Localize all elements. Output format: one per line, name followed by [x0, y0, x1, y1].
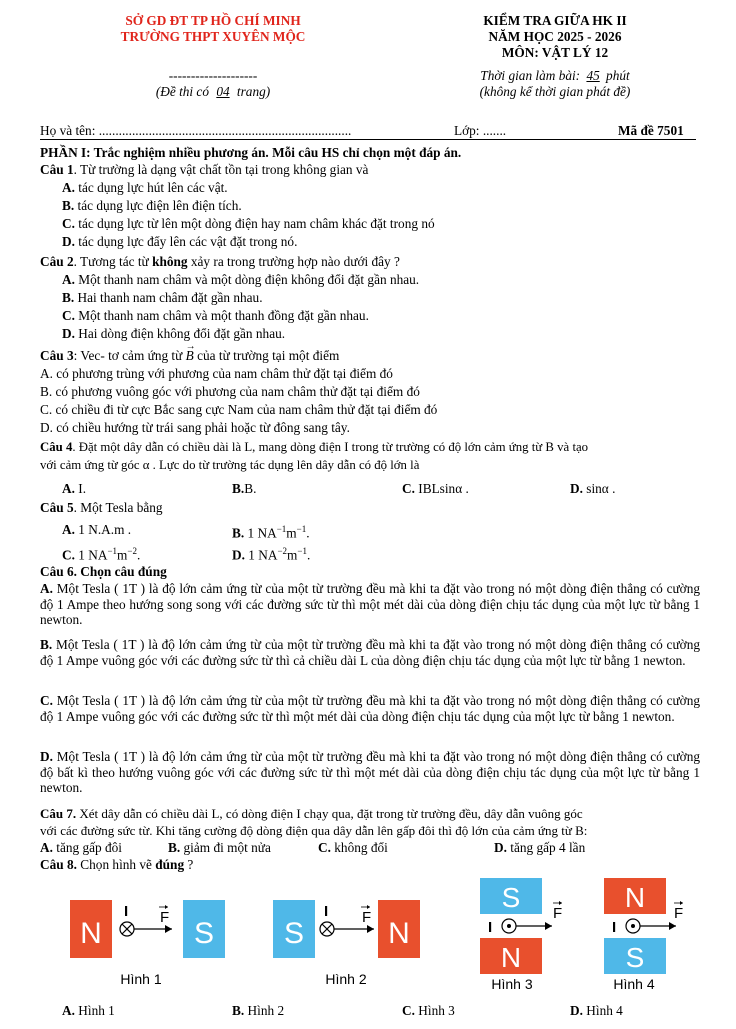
- south-label: S: [193, 917, 215, 950]
- figure-1-caption: Hình 1: [120, 971, 162, 987]
- q5-option-a[interactable]: A. 1 N.A.m .: [62, 522, 132, 537]
- q4-option-c[interactable]: C. IBLsinα .: [402, 481, 469, 496]
- q1-option-c[interactable]: C. tác dụng lực từ lên một dòng điện hay nam châm khác đặt trong nó: [62, 216, 435, 231]
- school-dept: SỞ GD ĐT TP HỒ CHÍ MINH: [125, 13, 301, 28]
- q8-stem: Câu 8. Chọn hình vẽ đúng ?: [40, 857, 194, 872]
- q8-option-c[interactable]: C. Hình 3: [402, 1003, 455, 1018]
- q7-option-d[interactable]: D. tăng gấp 4 lần: [494, 840, 586, 855]
- force-label: F: [674, 905, 684, 922]
- q6-stem: Câu 6. Chọn câu đúng: [40, 564, 167, 579]
- q4-stem-line2: với cảm ứng từ góc α . Lực do từ trường tác dụng lên dây dẫn có độ lớn là: [40, 458, 420, 472]
- q2-stem: Câu 2. Tương tác từ không xảy ra trong trường hợp nào dưới đây ?: [40, 254, 400, 269]
- figure-3-caption: Hình 3: [491, 976, 533, 992]
- figure-3[interactable]: [480, 878, 562, 992]
- q3-option-a[interactable]: A. có phương trùng với phương của nam châm thử đặt tại điểm đó: [40, 366, 393, 381]
- figure-4[interactable]: [604, 878, 683, 992]
- q8-option-a[interactable]: A. Hình 1: [62, 1003, 115, 1018]
- q6-option-b[interactable]: B. Một Tesla ( 1T ) là độ lớn cảm ứng từ của một từ trường đều mà khi ta đặt vào trong nó một dòng điện thẳng có cường độ 1 Ampe vuông góc với các đường sức từ thì cả chiều dài L của dòng điện chịu tác dụng của một lực từ bằng 1 newton.: [40, 637, 700, 668]
- q7-option-a[interactable]: A. tăng gấp đôi: [40, 840, 122, 855]
- force-label: F: [553, 905, 563, 922]
- figure-1[interactable]: [70, 900, 225, 987]
- q8-figures: [0, 870, 736, 1000]
- exam-title: KIỂM TRA GIỮA HK II: [483, 13, 627, 28]
- figure-2[interactable]: [273, 900, 420, 987]
- q4-stem-line1: Câu 4. Đặt một dây dẫn có chiều dài là L, mang dòng điện I trong từ trường có độ lớn cảm ứng từ B và tạo: [40, 440, 589, 454]
- south-label: S: [625, 942, 645, 973]
- current-label: I: [488, 919, 493, 936]
- header-divider: --------------------: [168, 68, 258, 83]
- q5-option-d[interactable]: D. 1 $NA^{-2}m^{-1}$.: [232, 546, 311, 563]
- q6-option-c[interactable]: C. Một Tesla ( 1T ) là độ lớn cảm ứng từ của một từ trường đều mà khi ta đặt vào trong nó một dòng điện thẳng có cường độ 1 Ampe vuông góc với các đường sức từ thì một mét dài của dòng điện chịu tác dụng của một lực từ bằng 1 newton.: [40, 693, 701, 724]
- q7-option-c[interactable]: C. không đổi: [318, 840, 388, 855]
- q3-option-d[interactable]: D. có chiều hướng từ trái sang phải hoặc từ đông sang tây.: [40, 420, 350, 435]
- q2-option-d[interactable]: D. Hai dòng điện không đổi đặt gần nhau.: [62, 326, 286, 341]
- school-name: TRƯỜNG THPT XUYÊN MỘC: [120, 29, 306, 44]
- page-count: (Đề thi có 04 trang): [155, 84, 271, 99]
- subject: MÔN: VẬT LÝ 12: [501, 45, 609, 60]
- q5-stem: Câu 5. Một Tesla bằng: [40, 500, 163, 515]
- q3-option-c[interactable]: C. có chiều đi từ cực Bắc sang cực Nam của nam châm thử đặt tại điểm đó: [40, 402, 438, 417]
- exam-code: Mã đề 7501: [618, 123, 684, 138]
- q4-option-b[interactable]: B.B.: [232, 481, 257, 496]
- north-label: N: [80, 917, 102, 950]
- q2-option-c[interactable]: C. Một thanh nam châm và một thanh đồng đặt gần nhau.: [62, 308, 369, 323]
- south-label: S: [283, 917, 305, 950]
- current-label: I: [612, 919, 617, 936]
- q7-option-b[interactable]: B. giảm đi một nửa: [168, 840, 271, 855]
- q3-stem: Câu 3: Vec- tơ cảm ứng từ → B của từ trường tại một điểm: [40, 348, 339, 364]
- q6-option-d[interactable]: D. Một Tesla ( 1T ) là độ lớn cảm ứng từ của một từ trường đều mà khi ta đặt vào trong nó một dòng điện thẳng có cường độ bất kì theo hướng vuông góc với các đường sức từ thì một mét dài của dòng điện chịu tác dụng của một lực từ bằng 1 newton.: [40, 749, 701, 796]
- force-label: F: [362, 909, 372, 926]
- time-note: (không kể thời gian phát đề): [479, 84, 631, 99]
- q1-option-a[interactable]: A. tác dụng lực hút lên các vật.: [62, 180, 228, 195]
- q4-option-d[interactable]: D. sinα .: [570, 481, 616, 496]
- force-label: F: [160, 909, 170, 926]
- q2-option-b[interactable]: B. Hai thanh nam châm đặt gần nhau.: [62, 290, 263, 305]
- q4-option-a[interactable]: A. I.: [62, 481, 87, 496]
- part1-title: PHẦN I: Trắc nghiệm nhiều phương án. Mỗi câu HS chỉ chọn một đáp án.: [40, 145, 462, 160]
- q1-stem: Câu 1. Từ trường là dạng vật chất tồn tại trong không gian và: [40, 162, 369, 177]
- school-year: NĂM HỌC 2025 - 2026: [488, 29, 622, 44]
- q5-option-b[interactable]: B. 1 $NA^{-1}m^{-1}$.: [232, 524, 310, 541]
- q5-option-c[interactable]: C. 1 $NA^{-1}m^{-2}$.: [62, 546, 141, 563]
- q3-option-b[interactable]: B. có phương vuông góc với phương của nam châm thử đặt tại điểm đó: [40, 384, 420, 399]
- q2-option-a[interactable]: A. Một thanh nam châm và một dòng điện không đổi đặt gần nhau.: [62, 272, 420, 287]
- figure-2-caption: Hình 2: [325, 971, 367, 987]
- divider-line: [40, 139, 696, 140]
- class-field[interactable]: Lớp: .......: [454, 123, 507, 138]
- q6-option-a[interactable]: A. Một Tesla ( 1T ) là độ lớn cảm ứng từ của một từ trường đều mà khi ta đặt vào trong nó một dòng điện thẳng có cường độ 1 Ampe theo hướng song song với các đường sức từ thì một mét dài của dòng điện chịu tác dụng của một lực từ bằng 1 newton.: [40, 581, 701, 628]
- current-label: I: [124, 903, 129, 920]
- time-limit: Thời gian làm bài: 45 phút: [480, 68, 630, 83]
- q8-option-b[interactable]: B. Hình 2: [232, 1003, 285, 1018]
- south-label: S: [501, 882, 521, 913]
- north-label: N: [500, 942, 522, 973]
- student-name-field[interactable]: Họ và tên: ............................................................................: [40, 123, 352, 138]
- vector-b: → B: [186, 348, 194, 364]
- q7-stem-line2: với các đường sức từ. Khi tăng cường độ dòng điện qua dây dẫn lên gấp đôi thì độ lớn của cảm ứng từ B:: [40, 823, 588, 838]
- q1-option-d[interactable]: D. tác dụng lực đẩy lên các vật đặt trong nó.: [62, 234, 298, 249]
- north-label: N: [624, 882, 646, 913]
- q8-option-d[interactable]: D. Hình 4: [570, 1003, 623, 1018]
- q7-stem-line1: Câu 7. Xét dây dẫn có chiều dài L, có dòng điện I chạy qua, đặt trong từ trường đều, dây dẫn vuông góc: [40, 806, 583, 821]
- q1-option-b[interactable]: B. tác dụng lực điện lên điện tích.: [62, 198, 242, 213]
- north-label: N: [388, 917, 410, 950]
- figure-4-caption: Hình 4: [613, 976, 655, 992]
- current-label: I: [324, 903, 329, 920]
